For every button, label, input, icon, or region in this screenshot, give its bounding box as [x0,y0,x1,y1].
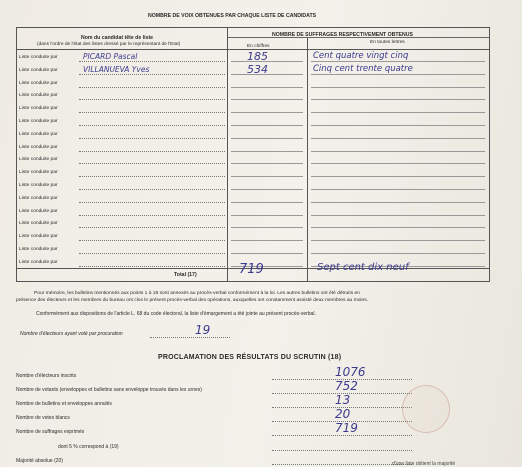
row-letters-line [311,189,485,190]
row-candidate-name: VILLANUEVA Yves [83,64,150,74]
memo-line-1: Pour mémoire, les bulletins mentionnés aux points 1 à 18 sont annexés au procès-verbal conformément à la loi. Les autres bulletins ont été détruits en [34,291,360,296]
row-name-line [79,138,225,139]
row-letters-line [311,87,485,88]
procuration-label: Nombre d'électeurs ayant voté par procuration [20,331,123,337]
row-candidate-name: PICARD Pascal [83,52,138,61]
result-label: Nombre de bulletins et enveloppes annulés [16,401,112,407]
row-letters-line [311,99,485,100]
total-letters: Sept cent dix neuf [317,262,409,273]
row-label: Liste conduite par [19,170,58,176]
emargement-text: Conformément aux dispositions de l'article L. 68 du code électoral, la liste d'émargement a été jointe au présent procès-verbal. [36,311,316,317]
row-letters-line [311,176,485,177]
result-value: 13 [335,393,351,407]
row-letters-line [311,74,485,75]
column-divider [227,28,228,281]
row-letters-line [311,112,485,113]
result-label: Nombre d'électeurs inscrits [16,373,77,379]
row-name-line [79,266,225,267]
row-figures-line [231,202,303,203]
row-figures: 185 [247,50,268,63]
row-label: Liste conduite par [19,144,58,150]
memo-line-2: présence des électeurs et les membres du bureau ont clos le présent procès-verbal des opérations, auxquelles ont constamment assisté deux membres au moins. [16,298,369,303]
row-letters-line [311,163,485,164]
row-letters-line [311,253,485,254]
row-figures-line [231,151,303,152]
row-figures-line [231,176,303,177]
row-name-line [79,87,225,88]
row-figures-line [231,125,303,126]
row-figures-line [231,163,303,164]
row-name-line [79,189,225,190]
row-letters-line [311,61,485,62]
row-name-line [79,74,225,75]
result-value: 1076 [335,365,366,379]
row-label: Liste conduite par [19,234,58,240]
results-table [16,27,490,282]
result-line [272,435,412,436]
row-letters-line [311,138,485,139]
result-label: Nombre de suffrages exprimés [16,429,85,435]
row-label: Liste conduite par [19,259,58,265]
row-label: Liste conduite par [19,208,58,214]
row-name-line [79,99,225,100]
row-figures-line [231,227,303,228]
row-label: Liste conduite par [19,55,58,60]
row-label: Liste conduite par [19,195,58,201]
row-letters-line [311,125,485,126]
row-label: Liste conduite par [19,157,58,163]
row-figures-line [231,99,303,100]
result-value: 20 [335,407,351,421]
row-letters-line [311,215,485,216]
row-label: Liste conduite par [19,80,58,86]
row-name-line [79,112,225,113]
mairie-stamp [402,385,450,433]
proclamation-title: PROCLAMATION DES RÉSULTATS DU SCRUTIN (18) [158,354,342,361]
row-label: Liste conduite par [19,247,58,252]
row-name-line [79,253,225,254]
result-label: Majorité absolue (20) [16,458,63,464]
row-label: Liste conduite par [19,119,58,124]
row-label: Liste conduite par [19,67,58,73]
row-figures-line [231,87,303,88]
row-name-line [79,215,225,216]
row-name-line [79,240,225,241]
total-label: Total (17) [174,272,197,278]
result-label: dont 5 % correspond à (19) [58,444,119,450]
row-name-line [79,61,225,62]
result-label: Nombre de votes blancs [16,415,70,421]
row-name-line [79,227,225,228]
result-value: 719 [335,421,358,435]
row-figures-line [231,138,303,139]
result-line [272,464,412,465]
col-letters-header: En toutes lettres [370,40,405,45]
row-label: Liste conduite par [19,93,58,99]
result-value: 752 [335,379,358,393]
row-figures-line [231,253,303,254]
procuration-line [150,337,230,338]
row-letters: Cent quatre vingt cinq [313,51,409,61]
row-name-line [79,202,225,203]
result-label: Nombre de votants (enveloppes et bulletins sans enveloppe trouvés dans les urnes) [16,387,202,393]
row-label: Liste conduite par [19,221,58,227]
row-figures-line [231,189,303,190]
procuration-value: 19 [195,323,211,337]
row-label: Liste conduite par [19,106,58,112]
row-label: Liste conduite par [19,131,58,137]
total-figures: 719 [239,262,264,277]
row-name-line [79,163,225,164]
row-letters-line [311,240,485,241]
row-letters-line [311,202,485,203]
row-letters-line [311,151,485,152]
row-name-line [79,176,225,177]
column-divider [307,37,308,281]
col-name-subheader: (dans l'ordre de l'état des listes dressé par le représentant de l'Etat) [37,42,181,47]
row-name-line [79,151,225,152]
col-figures-header: En chiffres [247,44,270,49]
result-line [272,450,412,451]
col-votes-header: NOMBRE DE SUFFRAGES RESPECTIVEMENT OBTENUS [272,32,413,38]
row-label: Liste conduite par [19,183,58,188]
row-name-line [79,125,225,126]
header-divider [227,37,489,38]
row-figures: 534 [247,62,268,76]
row-figures-line [231,240,303,241]
row-figures-line [231,215,303,216]
page-title: NOMBRE DE VOIX OBTENUES PAR CHAQUE LISTE DE CANDIDATS [148,13,317,19]
row-letters: Cinq cent trente quatre [313,63,413,74]
col-name-header: Nom du candidat tête de liste [81,35,154,41]
row-figures-line [231,112,303,113]
footnote-fragment: d'une liste obtient la majorité [392,461,456,467]
row-letters-line [311,227,485,228]
